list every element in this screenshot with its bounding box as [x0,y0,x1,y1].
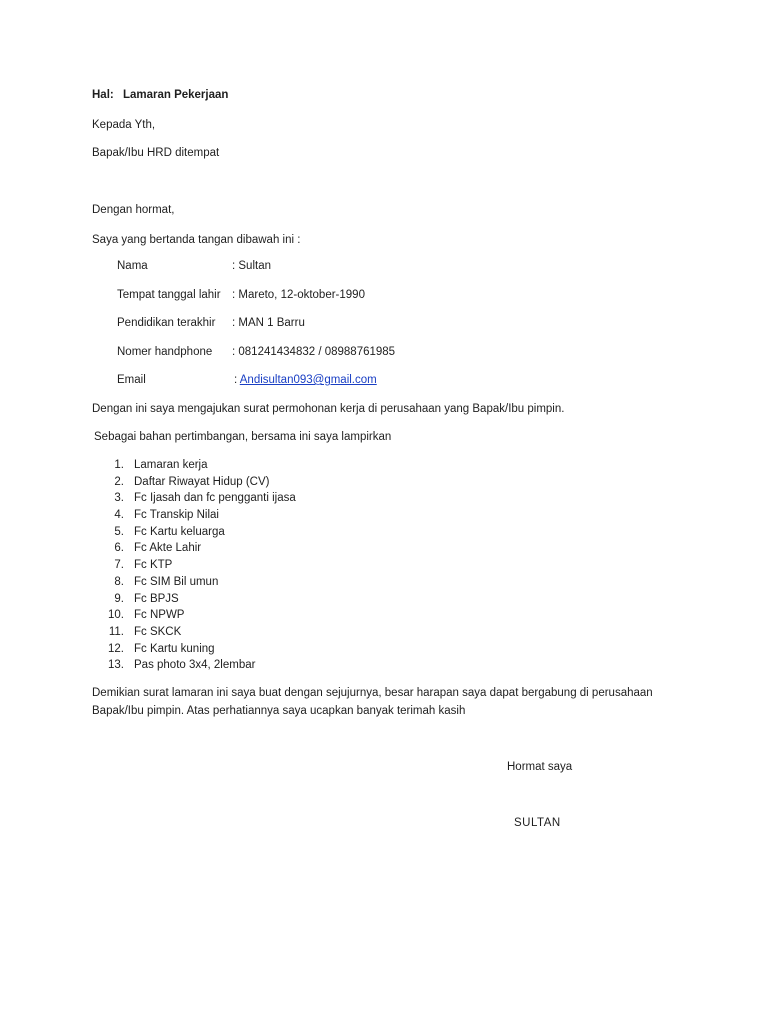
subject-label: Hal: [92,89,114,101]
list-item [104,658,296,675]
list-item [104,525,296,542]
letter-subject [92,88,228,102]
list-item-text: Fc Kartu kuning [134,642,215,655]
list-item [104,475,296,492]
list-item-number: 2. [114,475,124,488]
list-item-text: Fc BPJS [134,592,179,605]
list-item [104,625,296,642]
field-label-email: Email [117,374,146,386]
list-item-number: 9. [114,592,124,605]
list-item-text: Fc NPWP [134,609,185,622]
signoff: Hormat saya [507,761,573,773]
closing-line-2: Bapak/Ibu pimpin. Atas perhatiannya saya ucapkan banyak terimah kasih [92,705,466,717]
list-item [104,541,296,558]
signature-name: SULTAN [514,817,561,829]
email-link[interactable]: Andisultan093@gmail.com [239,374,377,386]
intro-line: Saya yang bertanda tangan dibawah ini : [92,234,301,246]
list-item [104,592,296,609]
field-value-email [234,373,377,387]
field-label-name: Nama [117,260,148,272]
subject-text: Lamaran Pekerjaan [122,89,229,101]
list-item-number: 4. [114,509,124,522]
attachments-intro: Sebagai bahan pertimbangan, bersama ini saya lampirkan [94,431,392,443]
list-item [104,608,296,625]
list-item [104,558,296,575]
list-item-text: Fc SKCK [134,625,182,638]
list-item-number: 6. [114,542,124,555]
closing-line-1: Demikian surat lamaran ini saya buat dengan sejujurnya, besar harapan saya dapat bergabung di perusahaan [92,687,653,699]
list-item-number: 11. [108,625,124,638]
list-item-number: 1. [114,459,124,471]
list-item-number: 12. [108,642,124,655]
list-item [104,575,296,592]
list-item [104,458,296,475]
list-item-number: 7. [114,559,124,572]
list-item-number: 5. [114,525,124,538]
list-item-text: Pas photo 3x4, 2lembar [134,659,256,672]
list-item-text: Fc Transkip Nilai [134,509,219,522]
field-value-name: : Sultan [232,260,271,272]
list-item [104,508,296,525]
field-value-birth: : Mareto, 12-oktober-1990 [232,289,365,301]
application-paragraph: Dengan ini saya mengajukan surat permohonan kerja di perusahaan yang Bapak/Ibu pimpin. [92,403,565,415]
list-item-number: 10. [108,609,124,622]
field-value-phone: : 081241434832 / 08988761985 [232,346,396,358]
list-item-number: 8. [114,575,124,588]
field-value-education: : MAN 1 Barru [232,317,305,329]
list-item-text: Fc Kartu keluarga [134,525,225,538]
field-label-phone: Nomer handphone [117,346,213,358]
greeting: Dengan hormat, [92,204,175,216]
list-item [104,491,296,508]
list-item-text: Lamaran kerja [134,459,208,471]
list-item [104,642,296,659]
list-item-number: 13. [108,659,124,672]
recipient-line-2: Bapak/Ibu HRD ditempat [92,147,220,159]
list-item-text: Fc Ijasah dan fc pengganti ijasa [134,492,296,505]
field-label-education: Pendidikan terakhir [117,317,216,329]
field-label-birth: Tempat tanggal lahir [117,289,221,301]
recipient-line-1: Kepada Yth, [92,119,156,131]
list-item-text: Fc KTP [134,559,173,572]
list-item-text: Daftar Riwayat Hidup (CV) [134,475,270,488]
list-item-text: Fc Akte Lahir [134,542,202,555]
list-item-text: Fc SIM Bil umun [134,575,219,588]
email-prefix: : [234,374,240,386]
attachments-list [104,458,296,675]
list-item-number: 3. [114,492,124,505]
